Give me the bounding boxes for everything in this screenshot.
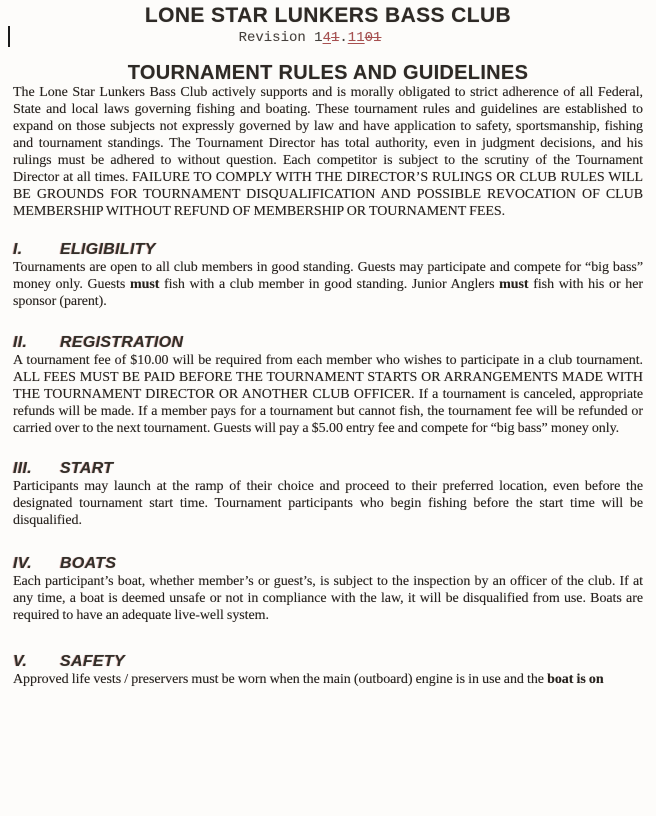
document-heading: TOURNAMENT RULES AND GUIDELINES <box>127 62 529 84</box>
paragraph-bold-run: must <box>499 277 529 292</box>
revision-line <box>0 30 625 46</box>
section-heading-eligibility <box>13 241 643 259</box>
section-heading-start <box>13 460 643 478</box>
section-numeral: II. <box>13 334 28 351</box>
paragraph-run: Participants may launch at the ramp of their choice and proceed to their preferred location, even before the designated tournament start time. Tournament participants who begin fishing before the start time will be disqualified. <box>13 479 643 528</box>
section-paragraph-safety <box>13 671 643 688</box>
paragraph-bold-run: boat is on <box>547 672 604 687</box>
revision-label: Revision 1 <box>238 30 323 46</box>
section-title: REGISTRATION <box>60 334 184 351</box>
paragraph-run: A tournament fee of $10.00 will be required from each member who wishes to participate in a club tournament. ALL FEES MUST BE PAID BEFORE THE TOURNAMENT STARTS OR ARRANGEMENTS MADE WITH THE TOURNAMENT DIRECTOR OR ANOTHER CLUB OFFICER. If a tournament is canceled, appropriate refunds will be made. If a member pays for a tournament but cannot fish, the tournament fee will be refunded or carried over to the next tournament. Guests will pay a $5.00 entry fee and compete for “big bass” money only. <box>13 353 643 436</box>
section-title: SAFETY <box>60 653 125 670</box>
revision-inserted-minor: 11 <box>347 30 365 46</box>
section-heading-registration <box>13 334 643 352</box>
section-numeral: IV. <box>13 555 32 572</box>
section-title: ELIGIBILITY <box>60 241 156 258</box>
revision-deleted-major: 1 <box>330 30 340 46</box>
section-numeral: III. <box>13 460 32 477</box>
paragraph-run: fish with his or her sponsor (parent). <box>13 277 643 309</box>
paragraph-run: fish with a club member in good standing. Junior Anglers <box>159 277 500 292</box>
section-numeral: I. <box>13 241 23 258</box>
section-heading-safety <box>13 653 643 671</box>
paragraph-run: Tournaments are open to all club members in good standing. Guests may participate and compete for “big bass” money only. Guests <box>13 260 643 292</box>
section-paragraph-boats <box>13 573 643 624</box>
section-title: BOATS <box>60 555 117 572</box>
paragraph-run: Each participant’s boat, whether member’s or guest’s, is subject to the inspection by an officer of the club. If at any time, a boat is deemed unsafe or not in compliance with the law, it will be disqualified from use. Boats are required to have an adequate live-well system. <box>13 574 643 623</box>
section-paragraph-registration <box>13 352 643 437</box>
section-paragraph-start <box>13 478 643 529</box>
paragraph-run: Approved life vests / preservers must be worn when the main (outboard) engine is in use and the <box>13 672 548 687</box>
page-title: LONE STAR LUNKERS BASS CLUB <box>144 4 512 27</box>
section-title: START <box>60 460 114 477</box>
section-heading-boats <box>13 555 643 573</box>
revision-deleted-minor: 01 <box>364 30 382 46</box>
section-numeral: V. <box>13 653 28 670</box>
paragraph-bold-run: must <box>130 277 160 292</box>
revision-separator: . <box>339 30 348 46</box>
revision-inserted-major: 4 <box>322 30 331 46</box>
section-paragraph-eligibility <box>13 259 643 310</box>
intro-paragraph: The Lone Star Lunkers Bass Club actively supports and is morally obligated to strict adherence of all Federal, State and local laws governing fishing and boating. These tournament rules and guidelines are established to expand on those subjects not expressly governed by law and have application to safety, sportsmanship, fishing and tournament standings. The Tournament Director has total authority, even in judgment decisions, and his rulings must be adhered to without question. Each competitor is subject to the scrutiny of the Tournament Director at all times. FAILURE TO COMPLY WITH THE DIRECTOR’S RULINGS OR CLUB RULES WILL BE GROUNDS FOR TOURNAMENT DISQUALIFICATION AND POSSIBLE REVOCATION OF CLUB MEMBERSHIP WITHOUT REFUND OF MEMBERSHIP OR TOURNAMENT FEES. <box>13 85 643 219</box>
